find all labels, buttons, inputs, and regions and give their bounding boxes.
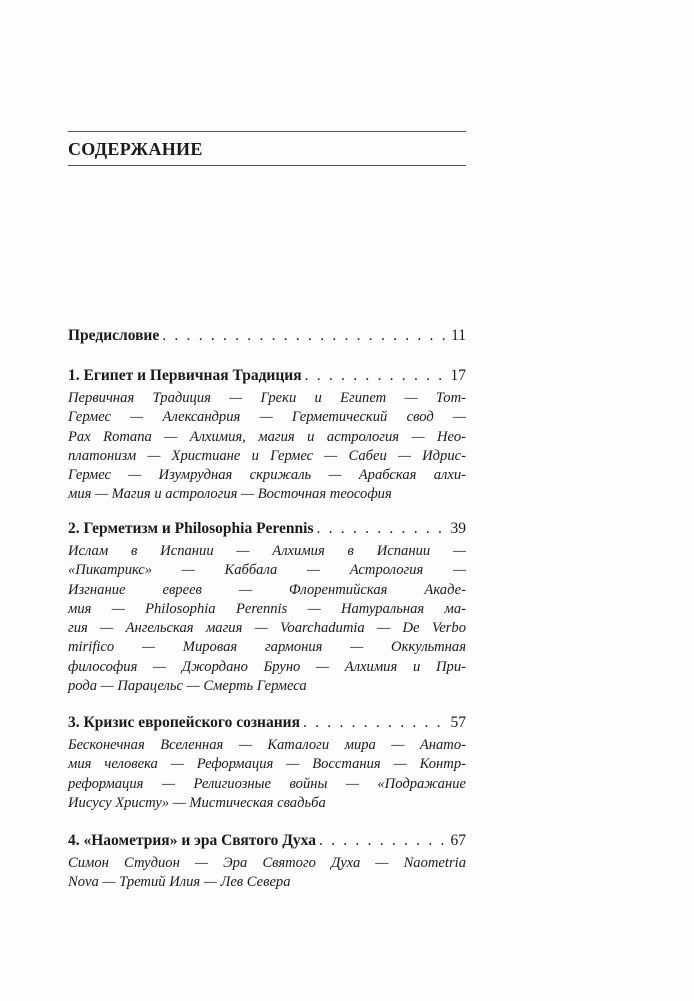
description-line: Pax Romana — Алхимия, магия и астрология — Нео- bbox=[68, 428, 466, 445]
description-line: Гермес — Александрия — Герметический свод — bbox=[68, 409, 466, 426]
toc-heading[interactable] bbox=[68, 327, 466, 347]
leader-dots bbox=[317, 520, 448, 538]
page-number: 67 bbox=[450, 832, 466, 849]
description-line: Nova — Третий Илия — Лев Севера bbox=[68, 874, 291, 891]
description-line: мия — Philosophia Perennis — Натуральная ма- bbox=[68, 600, 466, 617]
description-line: Симон Студион — Эра Святого Духа — Naometria bbox=[68, 855, 466, 871]
title-rule bbox=[68, 165, 466, 166]
toc-description bbox=[68, 389, 466, 505]
toc-heading[interactable] bbox=[68, 367, 466, 387]
toc-heading[interactable] bbox=[68, 832, 466, 852]
toc-heading[interactable] bbox=[68, 520, 466, 540]
page-number: 11 bbox=[451, 327, 466, 344]
description-line: мия человека — Реформация — Восстания — Контр- bbox=[68, 756, 466, 773]
description-line: рода — Парацельс — Смерть Гермеса bbox=[68, 678, 307, 695]
toc-description bbox=[68, 736, 466, 813]
page-number: 39 bbox=[450, 520, 466, 537]
page-number: 57 bbox=[450, 714, 466, 731]
top-rule bbox=[68, 131, 466, 132]
toc-title: 1. Египет и Первичная Традиция bbox=[68, 367, 302, 384]
leader-dots bbox=[305, 367, 448, 385]
toc-entry bbox=[68, 327, 466, 347]
toc-title: Предисловие bbox=[68, 327, 160, 344]
description-line: реформация — Религиозные войны — «Подражание bbox=[68, 775, 466, 792]
toc-description bbox=[68, 854, 466, 893]
description-line: Иисусу Христу» — Мистическая свадьба bbox=[68, 794, 326, 811]
toc-title: 4. «Наометрия» и эра Святого Духа bbox=[68, 832, 316, 849]
description-line: платонизм — Христиане и Гермес — Сабеи — Идрис- bbox=[68, 447, 466, 464]
toc-description bbox=[68, 542, 466, 696]
toc-entry bbox=[68, 520, 466, 696]
description-line: Бесконечная Вселенная — Каталоги мира — Анато- bbox=[68, 737, 466, 753]
page-title: СОДЕРЖАНИЕ bbox=[68, 139, 203, 159]
description-line: философия — Джордано Бруно — Алхимия и При- bbox=[68, 658, 466, 675]
description-line: гия — Ангельская магия — Voarchadumia — De Verbo bbox=[68, 620, 466, 637]
toc-heading[interactable] bbox=[68, 714, 466, 734]
description-line: Гермес — Изумрудная скрижаль — Арабская алхи- bbox=[68, 467, 466, 484]
toc-title: 2. Герметизм и Philosophia Perennis bbox=[68, 520, 314, 537]
toc-entry bbox=[68, 832, 466, 893]
description-line: мия — Магия и астрология — Восточная теософия bbox=[68, 486, 392, 503]
description-line: «Пикатрикс» — Каббала — Астрология — bbox=[68, 562, 466, 579]
page-number: 17 bbox=[450, 367, 466, 384]
description-line: Первичная Традиция — Греки и Египет — Тот- bbox=[68, 390, 466, 406]
leader-dots bbox=[319, 832, 448, 850]
description-line: Изгнание евреев — Флорентийская Акаде- bbox=[68, 581, 466, 598]
toc-entry bbox=[68, 714, 466, 813]
leader-dots bbox=[162, 327, 448, 345]
description-line: Ислам в Испании — Алхимия в Испании — bbox=[68, 543, 466, 559]
toc-entry bbox=[68, 367, 466, 505]
toc-title: 3. Кризис европейского сознания bbox=[68, 714, 300, 731]
leader-dots bbox=[303, 714, 448, 732]
description-line: mirifico — Мировая гармония — Оккультная bbox=[68, 639, 466, 656]
